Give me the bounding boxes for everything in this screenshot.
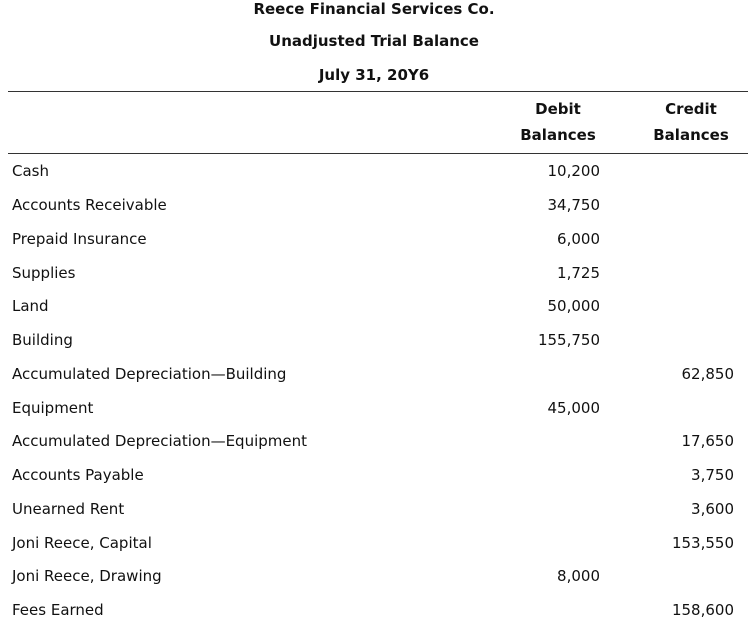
debit-amount: 6,000 bbox=[557, 230, 600, 248]
table-row bbox=[0, 466, 748, 500]
debit-amount: 45,000 bbox=[547, 399, 600, 417]
header-bottom-rule bbox=[8, 153, 748, 154]
debit-header-line1: Debit bbox=[535, 100, 581, 118]
header-top-rule bbox=[8, 91, 748, 92]
account-name: Equipment bbox=[12, 399, 94, 417]
table-row bbox=[0, 601, 748, 635]
statement-title: Unadjusted Trial Balance bbox=[269, 32, 479, 50]
account-name: Accumulated Depreciation—Building bbox=[12, 365, 287, 383]
table-row bbox=[0, 365, 748, 399]
credit-amount: 153,550 bbox=[671, 534, 734, 552]
credit-column-header bbox=[636, 96, 746, 148]
account-name: Building bbox=[12, 331, 73, 349]
credit-amount: 3,600 bbox=[691, 500, 734, 518]
debit-amount: 50,000 bbox=[547, 297, 600, 315]
debit-amount: 10,200 bbox=[547, 162, 600, 180]
account-name: Accounts Receivable bbox=[12, 196, 167, 214]
table-row bbox=[0, 230, 748, 264]
credit-header-line1: Credit bbox=[665, 100, 717, 118]
debit-column-header bbox=[503, 96, 613, 148]
table-row bbox=[0, 432, 748, 466]
account-name: Accumulated Depreciation—Equipment bbox=[12, 432, 308, 450]
account-name: Joni Reece, Drawing bbox=[12, 567, 162, 585]
table-row bbox=[0, 196, 748, 230]
table-row bbox=[0, 297, 748, 331]
credit-amount: 158,600 bbox=[671, 601, 734, 619]
account-name: Land bbox=[12, 297, 49, 315]
account-name: Accounts Payable bbox=[12, 466, 144, 484]
table-row bbox=[0, 567, 748, 601]
account-name: Supplies bbox=[12, 264, 76, 282]
statement-date: July 31, 20Y6 bbox=[318, 66, 430, 84]
table-row bbox=[0, 331, 748, 365]
account-name: Prepaid Insurance bbox=[12, 230, 147, 248]
debit-amount: 155,750 bbox=[537, 331, 600, 349]
debit-amount: 1,725 bbox=[557, 264, 600, 282]
table-row bbox=[0, 500, 748, 534]
table-row bbox=[0, 264, 748, 298]
credit-header-line2: Balances bbox=[653, 126, 729, 144]
table-row bbox=[0, 399, 748, 433]
account-name: Cash bbox=[12, 162, 49, 180]
credit-amount: 3,750 bbox=[691, 466, 734, 484]
company-name: Reece Financial Services Co. bbox=[253, 0, 495, 18]
account-name: Unearned Rent bbox=[12, 500, 125, 518]
debit-amount: 8,000 bbox=[557, 567, 600, 585]
table-row bbox=[0, 534, 748, 568]
credit-amount: 17,650 bbox=[681, 432, 734, 450]
table-row bbox=[0, 162, 748, 196]
debit-header-line2: Balances bbox=[520, 126, 596, 144]
debit-amount: 34,750 bbox=[547, 196, 600, 214]
account-name: Joni Reece, Capital bbox=[12, 534, 152, 552]
account-name: Fees Earned bbox=[12, 601, 104, 619]
credit-amount: 62,850 bbox=[681, 365, 734, 383]
